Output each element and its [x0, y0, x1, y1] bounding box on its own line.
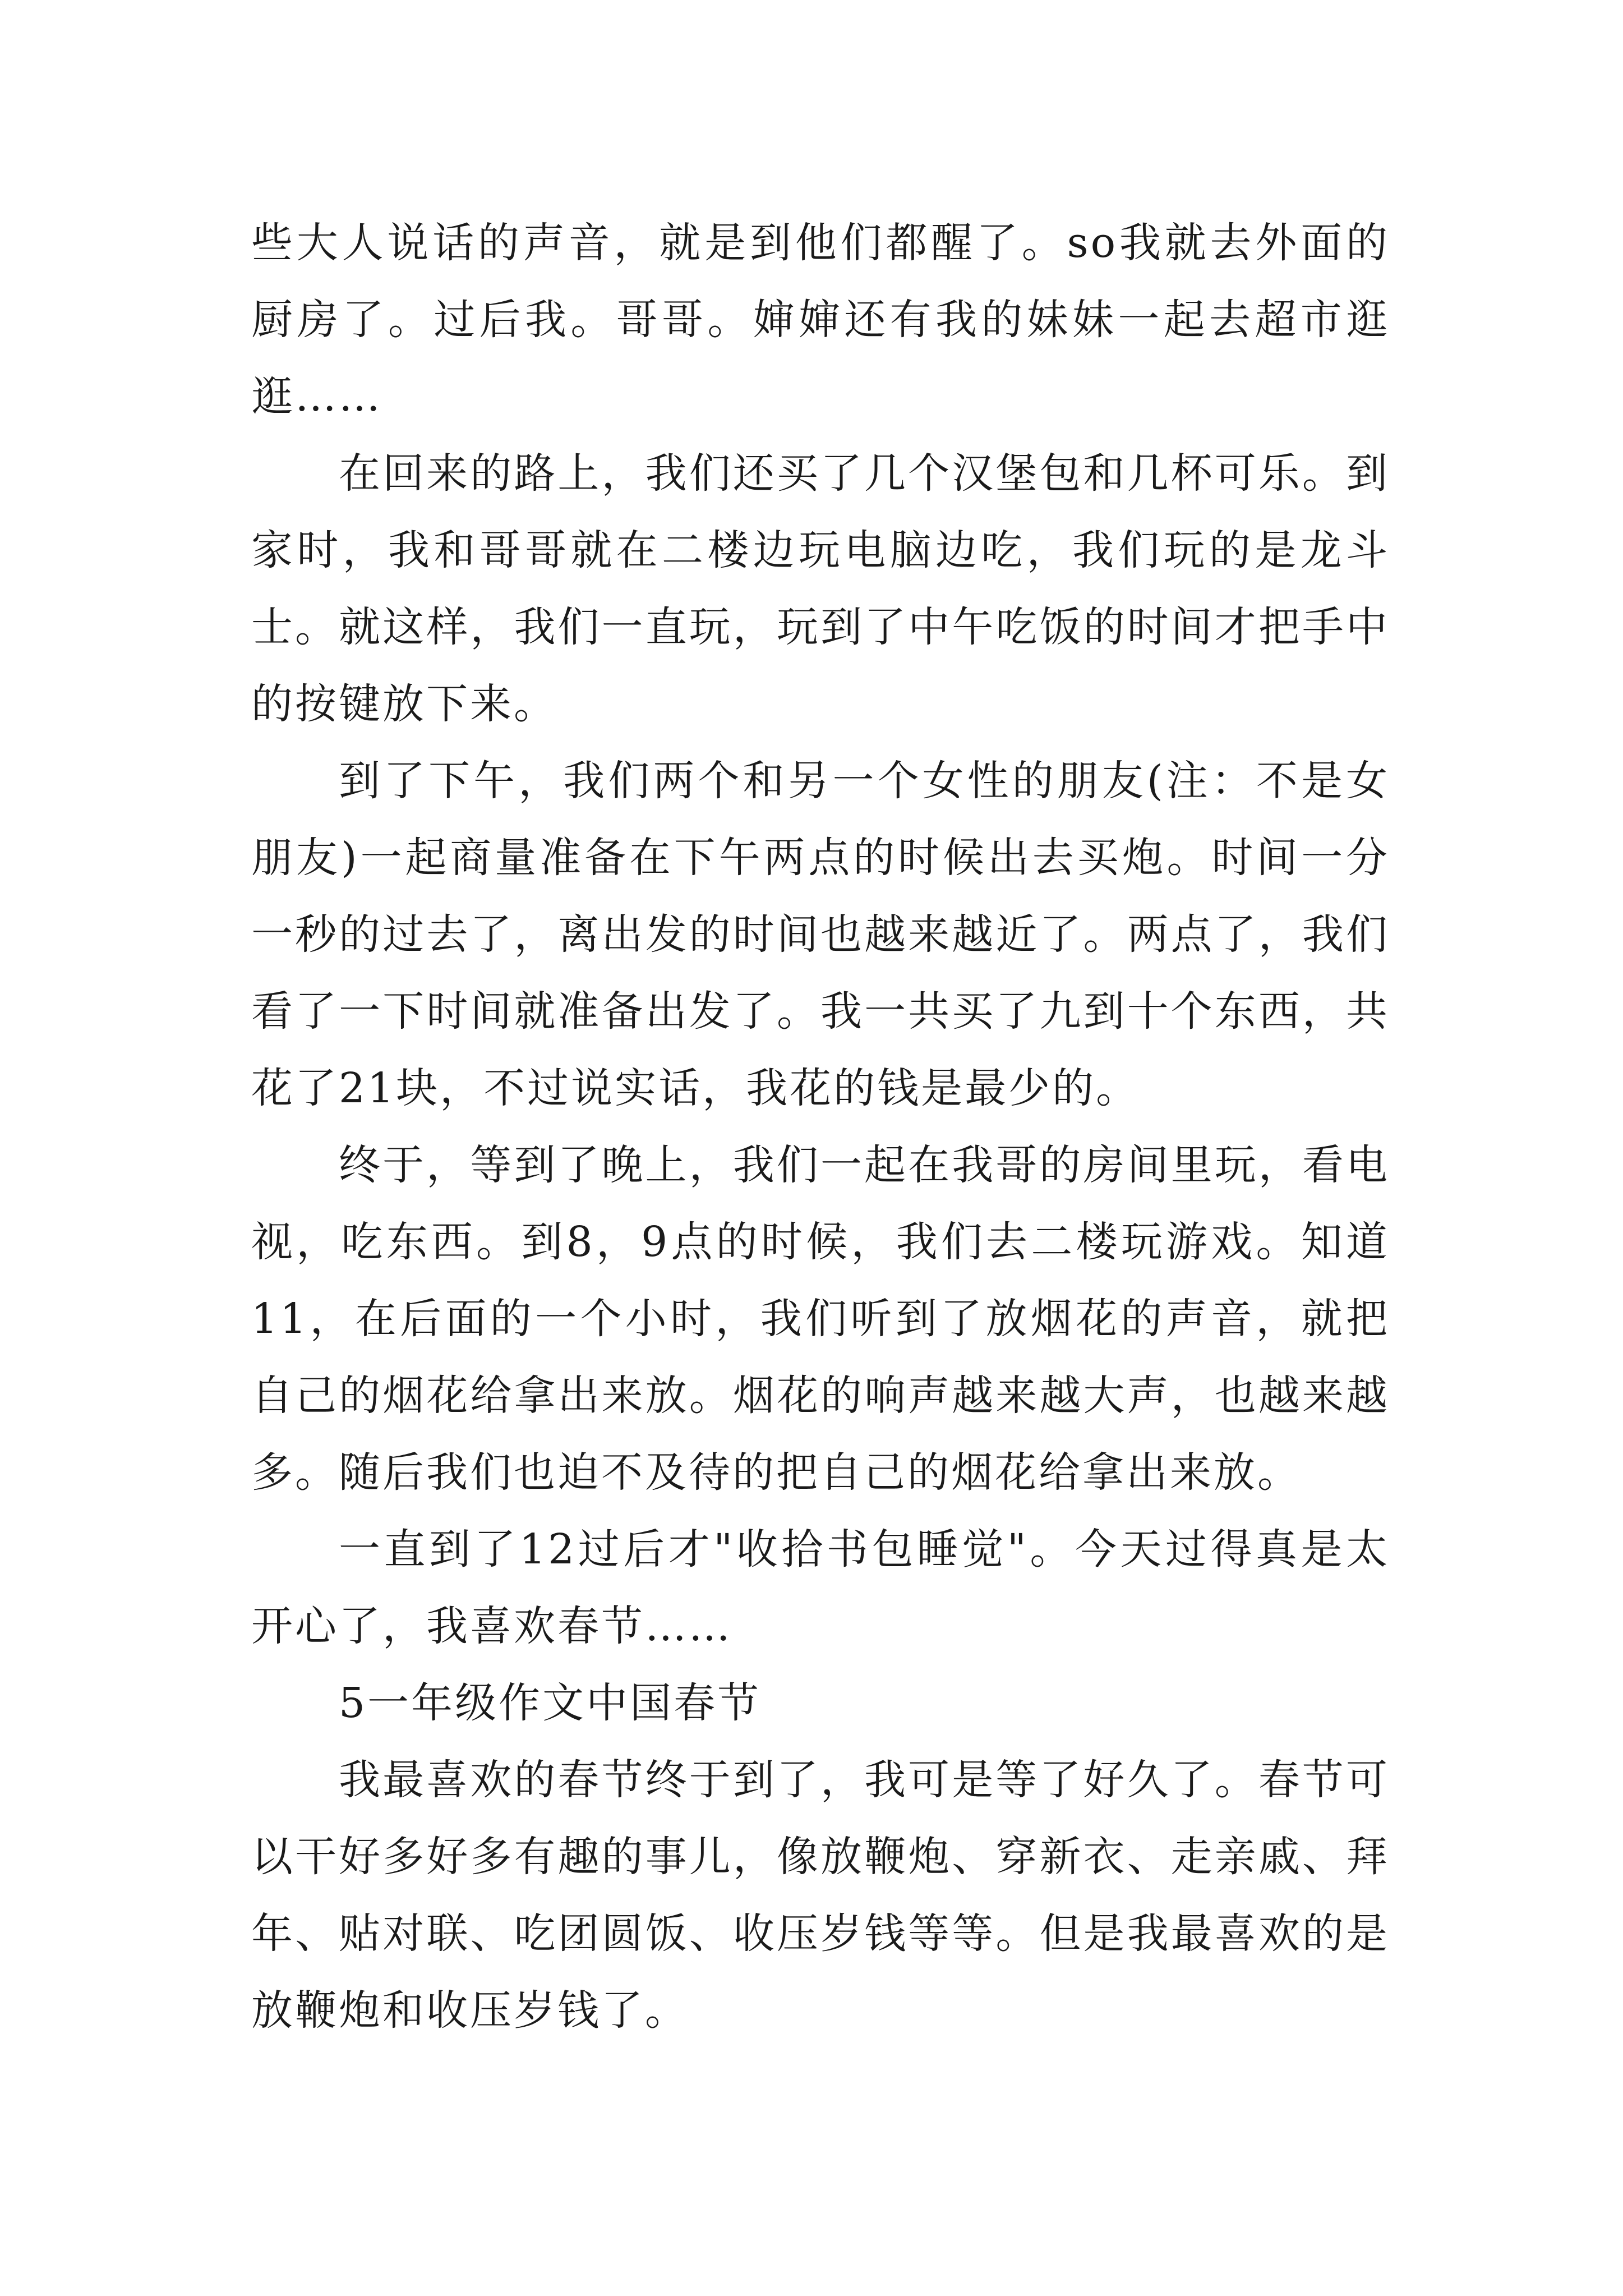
paragraph-continuation: 些大人说话的声音，就是到他们都醒了。so我就去外面的厨房了。过后我。哥哥。婶婶还有我的妹妹一起去超市逛逛……	[251, 219, 1390, 421]
paragraph: 终于，等到了晚上，我们一起在我哥的房间里玩，看电视，吃东西。到8，9点的时候，我们去二楼玩游戏。知道11，在后面的一个小时，我们听到了放烟花的声音，就把自己的烟花给拿出来放。烟花的响声越来越大声，也越来越多。随后我们也迫不及待的把自己的烟花给拿出来放。	[251, 1141, 1390, 1497]
paragraph: 我最喜欢的春节终于到了，我可是等了好久了。春节可以干好多好多有趣的事儿，像放鞭炮、穿新衣、走亲戚、拜年、贴对联、吃团圆饭、收压岁钱等等。但是我最喜欢的是放鞭炮和收压岁钱了。	[251, 1756, 1390, 2035]
paragraph: 在回来的路上，我们还买了几个汉堡包和几杯可乐。到家时，我和哥哥就在二楼边玩电脑边吃，我们玩的是龙斗士。就这样，我们一直玩，玩到了中午吃饭的时间才把手中的按键放下来。	[251, 449, 1390, 728]
document-body	[251, 205, 1390, 2049]
section-heading: 5一年级作文中国春节	[339, 1679, 762, 1727]
paragraph: 到了下午，我们两个和另一个女性的朋友(注：不是女朋友)一起商量准备在下午两点的时候出去买炮。时间一分一秒的过去了，离出发的时间也越来越近了。两点了，我们看了一下时间就准备出发了。我一共买了九到十个东西，共花了21块，不过说实话，我花的钱是最少的。	[251, 757, 1390, 1112]
paragraph: 一直到了12过后才"收拾书包睡觉"。今天过得真是太开心了，我喜欢春节……	[251, 1525, 1390, 1650]
